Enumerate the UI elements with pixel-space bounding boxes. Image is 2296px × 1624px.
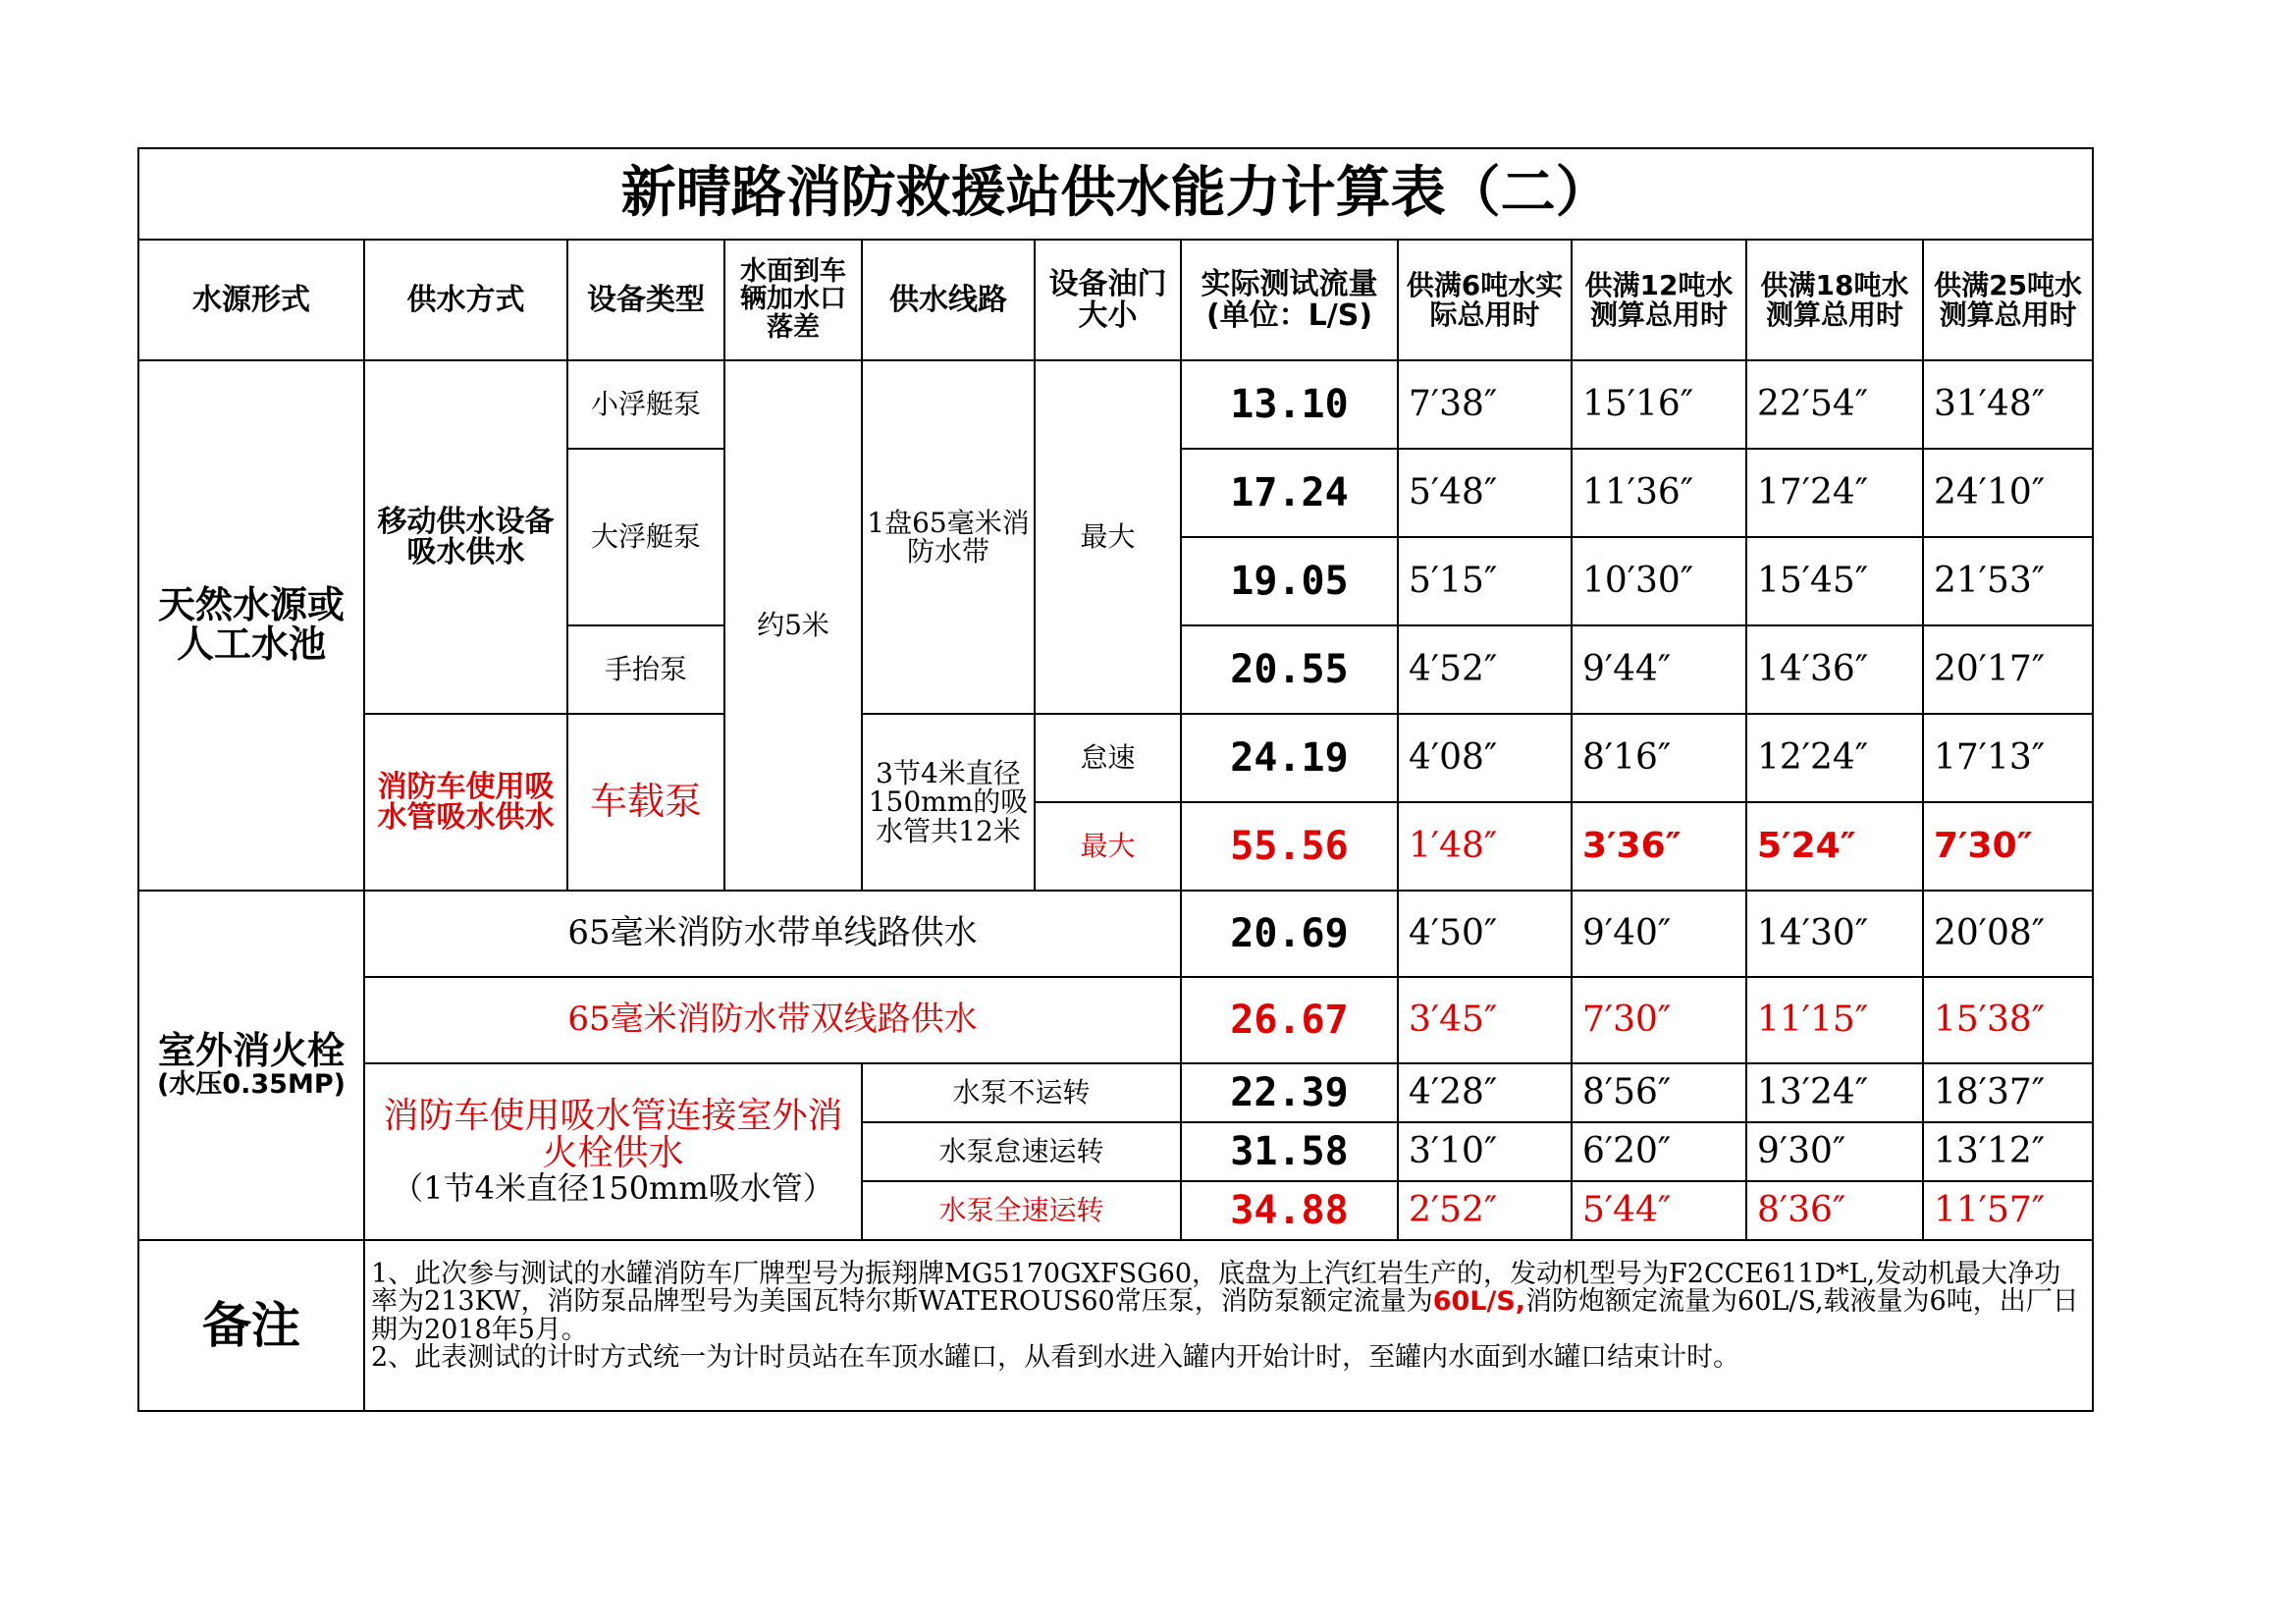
flow-value: 22.39 xyxy=(1181,1063,1398,1122)
time-18t: 9′30″ xyxy=(1746,1122,1923,1181)
time-18t: 17′24″ xyxy=(1746,449,1923,537)
time-12t: 6′20″ xyxy=(1572,1122,1746,1181)
method-truck-hydrant-sub: （1节4米直径150mm吸水管） xyxy=(392,1169,834,1207)
header-t18: 供满18吨水测算总用时 xyxy=(1746,240,1923,360)
time-25t: 24′10″ xyxy=(1923,449,2093,537)
header-flow: 实际测试流量(单位：L/S) xyxy=(1181,240,1398,360)
time-12t: 9′44″ xyxy=(1572,625,1746,714)
table-row xyxy=(138,1063,2093,1122)
time-25t: 31′48″ xyxy=(1923,360,2093,449)
height-diff-value: 约5米 xyxy=(724,360,862,891)
time-12t: 8′56″ xyxy=(1572,1063,1746,1122)
method-truck-suction: 消防车使用吸水管吸水供水 xyxy=(364,714,567,891)
time-18t: 8′36″ xyxy=(1746,1181,1923,1240)
note-line-1b: 消防炮额定流量为60L/S,载液量为6吨，出厂日期为2018年5月。 xyxy=(371,1286,2079,1345)
flow-value: 31.58 xyxy=(1181,1122,1398,1181)
time-6t: 4′52″ xyxy=(1398,625,1572,714)
flow-value: 26.67 xyxy=(1181,977,1398,1063)
table-row xyxy=(138,360,2093,449)
time-18t: 22′54″ xyxy=(1746,360,1923,449)
notes-content xyxy=(364,1240,2093,1411)
note-line-1 xyxy=(371,1261,2086,1344)
time-6t: 4′50″ xyxy=(1398,891,1572,977)
time-6t: 4′08″ xyxy=(1398,714,1572,802)
flow-value: 24.19 xyxy=(1181,714,1398,802)
pump-mode: 水泵全速运转 xyxy=(862,1181,1181,1240)
time-12t: 7′30″ xyxy=(1572,977,1746,1063)
time-12t: 5′44″ xyxy=(1572,1181,1746,1240)
header-source: 水源形式 xyxy=(138,240,364,360)
time-18t: 11′15″ xyxy=(1746,977,1923,1063)
time-25t: 13′12″ xyxy=(1923,1122,2093,1181)
pump-mode: 水泵怠速运转 xyxy=(862,1122,1181,1181)
pump-mode: 水泵不运转 xyxy=(862,1063,1181,1122)
note-highlight: 60L/S, xyxy=(1432,1286,1526,1318)
flow-value: 19.05 xyxy=(1181,537,1398,625)
source-hydrant-pressure: (水压0.35MP) xyxy=(157,1068,346,1100)
table-row xyxy=(138,891,2093,977)
time-12t: 11′36″ xyxy=(1572,449,1746,537)
equip-truck-pump: 车载泵 xyxy=(567,714,724,891)
method-truck-hydrant-label: 消防车使用吸水管连接室外消火栓供水 xyxy=(383,1096,843,1174)
time-25t: 20′08″ xyxy=(1923,891,2093,977)
equip-large-float: 大浮艇泵 xyxy=(567,449,724,625)
method-truck-hydrant xyxy=(364,1063,862,1240)
header-equip-type: 设备类型 xyxy=(567,240,724,360)
flow-value: 55.56 xyxy=(1181,802,1398,891)
time-25t: 21′53″ xyxy=(1923,537,2093,625)
time-25t: 7′30″ xyxy=(1923,802,2093,891)
time-6t: 3′10″ xyxy=(1398,1122,1572,1181)
header-height-diff: 水面到车辆加水口落差 xyxy=(724,240,862,360)
time-12t: 15′16″ xyxy=(1572,360,1746,449)
source-hydrant xyxy=(138,891,364,1240)
time-25t: 15′38″ xyxy=(1923,977,2093,1063)
method-single-hose: 65毫米消防水带单线路供水 xyxy=(364,891,1181,977)
equip-hand-pump: 手抬泵 xyxy=(567,625,724,714)
time-6t: 7′38″ xyxy=(1398,360,1572,449)
method-double-hose: 65毫米消防水带双线路供水 xyxy=(364,977,1181,1063)
time-18t: 15′45″ xyxy=(1746,537,1923,625)
time-6t: 5′15″ xyxy=(1398,537,1572,625)
note-line-2: 2、此表测试的计时方式统一为计时员站在车顶水罐口，从看到水进入罐内开始计时，至罐内水面到水罐口结束计时。 xyxy=(371,1342,1740,1374)
table-row xyxy=(138,977,2093,1063)
time-18t: 14′30″ xyxy=(1746,891,1923,977)
flow-value: 20.69 xyxy=(1181,891,1398,977)
header-throttle: 设备油门大小 xyxy=(1035,240,1181,360)
time-18t: 5′24″ xyxy=(1746,802,1923,891)
time-18t: 12′24″ xyxy=(1746,714,1923,802)
notes-label: 备注 xyxy=(138,1240,364,1411)
source-hydrant-label: 室外消火栓 xyxy=(157,1028,345,1072)
time-6t: 1′48″ xyxy=(1398,802,1572,891)
route-suction-pipe: 3节4米直径150mm的吸水管共12米 xyxy=(862,714,1035,891)
supply-capacity-table xyxy=(137,147,2094,1412)
time-12t: 8′16″ xyxy=(1572,714,1746,802)
header-t25: 供满25吨水测算总用时 xyxy=(1923,240,2093,360)
header-method: 供水方式 xyxy=(364,240,567,360)
time-6t: 5′48″ xyxy=(1398,449,1572,537)
header-t12: 供满12吨水测算总用时 xyxy=(1572,240,1746,360)
source-natural: 天然水源或人工水池 xyxy=(138,360,364,891)
throttle-max: 最大 xyxy=(1035,360,1181,714)
flow-value: 20.55 xyxy=(1181,625,1398,714)
time-25t: 17′13″ xyxy=(1923,714,2093,802)
time-6t: 3′45″ xyxy=(1398,977,1572,1063)
equip-small-float: 小浮艇泵 xyxy=(567,360,724,449)
time-25t: 11′57″ xyxy=(1923,1181,2093,1240)
flow-value: 34.88 xyxy=(1181,1181,1398,1240)
time-12t: 9′40″ xyxy=(1572,891,1746,977)
route-hose: 1盘65毫米消防水带 xyxy=(862,360,1035,714)
throttle-idle: 怠速 xyxy=(1035,714,1181,802)
time-6t: 2′52″ xyxy=(1398,1181,1572,1240)
time-25t: 20′17″ xyxy=(1923,625,2093,714)
time-12t: 10′30″ xyxy=(1572,537,1746,625)
flow-value: 17.24 xyxy=(1181,449,1398,537)
flow-value: 13.10 xyxy=(1181,360,1398,449)
header-row xyxy=(138,240,2093,360)
time-6t: 4′28″ xyxy=(1398,1063,1572,1122)
throttle-max: 最大 xyxy=(1035,802,1181,891)
time-18t: 13′24″ xyxy=(1746,1063,1923,1122)
header-t6: 供满6吨水实际总用时 xyxy=(1398,240,1572,360)
table-row xyxy=(138,714,2093,802)
header-route: 供水线路 xyxy=(862,240,1035,360)
method-mobile: 移动供水设备吸水供水 xyxy=(364,360,567,714)
time-12t: 3′36″ xyxy=(1572,802,1746,891)
note-line-1a: 1、此次参与测试的水罐消防车厂牌型号为振翔牌MG5170GXFSG60，底盘为上汽红岩生产的，发动机型号为F2CCE611D*L,发动机最大净功率为213KW，消防泵品牌型号为美国瓦特尔斯WATEROUS60常压泵，消防泵额定流量为 xyxy=(371,1259,2061,1318)
notes-row xyxy=(138,1240,2093,1411)
page-title: 新晴路消防救援站供水能力计算表（二） xyxy=(138,148,2093,240)
time-18t: 14′36″ xyxy=(1746,625,1923,714)
time-25t: 18′37″ xyxy=(1923,1063,2093,1122)
